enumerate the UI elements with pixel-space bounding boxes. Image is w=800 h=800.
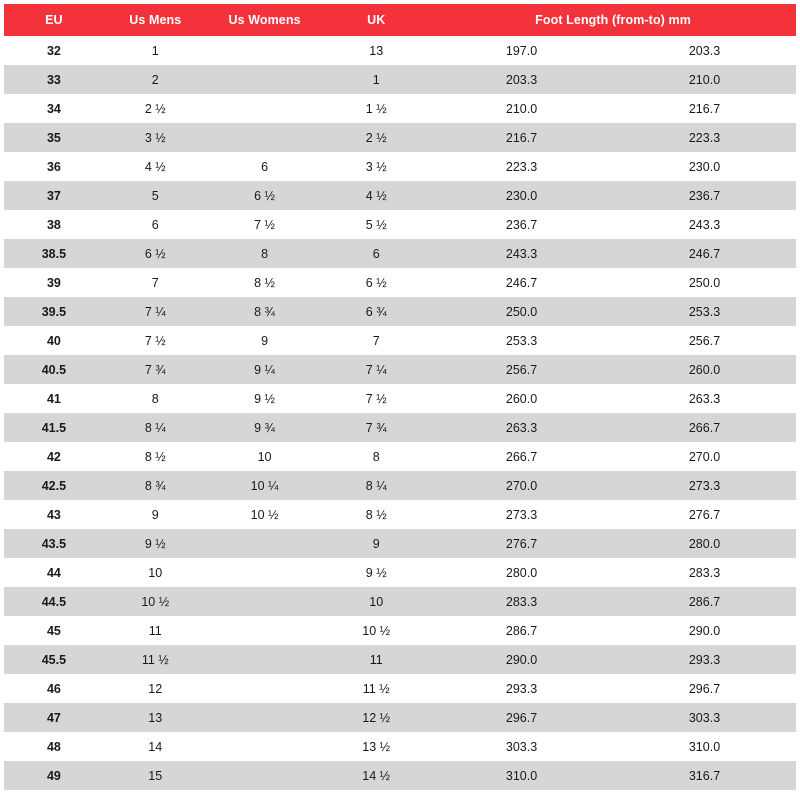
cell-us-mens: 15: [104, 761, 207, 790]
table-row: [4, 471, 796, 500]
column-header-eu: EU: [4, 4, 104, 36]
cell-uk: 8 ¼: [322, 471, 430, 500]
cell-us-mens: 7 ¾: [104, 355, 207, 384]
table-row: [4, 181, 796, 210]
column-header-uk: UK: [322, 4, 430, 36]
cell-eu: 43: [4, 500, 104, 529]
cell-us-womens: [207, 123, 323, 152]
cell-foot-length-from: 260.0: [430, 384, 613, 413]
table-row: [4, 558, 796, 587]
cell-foot-length-from: 210.0: [430, 94, 613, 123]
cell-us-womens: 9 ½: [207, 384, 323, 413]
table-body: [4, 36, 796, 790]
cell-foot-length-from: 243.3: [430, 239, 613, 268]
cell-eu: 40: [4, 326, 104, 355]
column-header-us-womens: Us Womens: [207, 4, 323, 36]
cell-eu: 44: [4, 558, 104, 587]
cell-us-womens: [207, 558, 323, 587]
cell-foot-length-to: 230.0: [613, 152, 796, 181]
table-row: [4, 210, 796, 239]
cell-foot-length-to: 276.7: [613, 500, 796, 529]
table-row: [4, 152, 796, 181]
cell-us-mens: 3 ½: [104, 123, 207, 152]
cell-us-womens: [207, 94, 323, 123]
cell-uk: 6: [322, 239, 430, 268]
cell-us-mens: 8: [104, 384, 207, 413]
table-row: [4, 645, 796, 674]
cell-us-womens: [207, 587, 323, 616]
column-header-us-mens: Us Mens: [104, 4, 207, 36]
shoe-size-conversion-table: [4, 4, 796, 790]
table-row: [4, 384, 796, 413]
cell-foot-length-from: 273.3: [430, 500, 613, 529]
cell-foot-length-from: 256.7: [430, 355, 613, 384]
cell-eu: 39: [4, 268, 104, 297]
table-row: [4, 326, 796, 355]
cell-us-mens: 7 ½: [104, 326, 207, 355]
cell-eu: 41: [4, 384, 104, 413]
cell-foot-length-to: 246.7: [613, 239, 796, 268]
cell-eu: 48: [4, 732, 104, 761]
cell-us-mens: 6: [104, 210, 207, 239]
table-row: [4, 616, 796, 645]
cell-foot-length-to: 266.7: [613, 413, 796, 442]
cell-uk: 12 ½: [322, 703, 430, 732]
cell-us-womens: [207, 36, 323, 65]
table-row: [4, 297, 796, 326]
cell-foot-length-to: 263.3: [613, 384, 796, 413]
cell-uk: 1: [322, 65, 430, 94]
cell-foot-length-from: 270.0: [430, 471, 613, 500]
cell-uk: 7 ¾: [322, 413, 430, 442]
cell-foot-length-from: 197.0: [430, 36, 613, 65]
cell-uk: 11: [322, 645, 430, 674]
cell-uk: 6 ½: [322, 268, 430, 297]
cell-us-womens: [207, 732, 323, 761]
cell-us-womens: [207, 703, 323, 732]
cell-foot-length-from: 216.7: [430, 123, 613, 152]
cell-us-mens: 6 ½: [104, 239, 207, 268]
cell-us-womens: 6 ½: [207, 181, 323, 210]
cell-uk: 1 ½: [322, 94, 430, 123]
cell-us-womens: [207, 616, 323, 645]
cell-foot-length-to: 250.0: [613, 268, 796, 297]
cell-us-mens: 8 ¼: [104, 413, 207, 442]
cell-foot-length-from: 280.0: [430, 558, 613, 587]
table-row: [4, 761, 796, 790]
table-row: [4, 65, 796, 94]
cell-us-mens: 14: [104, 732, 207, 761]
cell-uk: 11 ½: [322, 674, 430, 703]
cell-uk: 8: [322, 442, 430, 471]
cell-uk: 5 ½: [322, 210, 430, 239]
cell-foot-length-to: 243.3: [613, 210, 796, 239]
cell-foot-length-to: 283.3: [613, 558, 796, 587]
cell-foot-length-to: 253.3: [613, 297, 796, 326]
cell-us-mens: 13: [104, 703, 207, 732]
table-row: [4, 239, 796, 268]
cell-foot-length-to: 286.7: [613, 587, 796, 616]
cell-us-womens: 10 ½: [207, 500, 323, 529]
cell-uk: 10: [322, 587, 430, 616]
cell-foot-length-to: 270.0: [613, 442, 796, 471]
cell-foot-length-from: 250.0: [430, 297, 613, 326]
cell-eu: 35: [4, 123, 104, 152]
cell-eu: 37: [4, 181, 104, 210]
cell-us-mens: 10 ½: [104, 587, 207, 616]
cell-eu: 34: [4, 94, 104, 123]
cell-eu: 47: [4, 703, 104, 732]
cell-eu: 49: [4, 761, 104, 790]
cell-us-womens: [207, 529, 323, 558]
cell-us-mens: 5: [104, 181, 207, 210]
cell-foot-length-to: 290.0: [613, 616, 796, 645]
cell-us-womens: 8 ¾: [207, 297, 323, 326]
cell-us-mens: 7 ¼: [104, 297, 207, 326]
cell-us-womens: 10: [207, 442, 323, 471]
cell-eu: 38.5: [4, 239, 104, 268]
cell-foot-length-from: 263.3: [430, 413, 613, 442]
cell-foot-length-from: 266.7: [430, 442, 613, 471]
table-header: [4, 4, 796, 36]
cell-us-mens: 7: [104, 268, 207, 297]
cell-eu: 42: [4, 442, 104, 471]
table-row: [4, 732, 796, 761]
table-row: [4, 500, 796, 529]
cell-eu: 39.5: [4, 297, 104, 326]
cell-eu: 36: [4, 152, 104, 181]
cell-foot-length-to: 296.7: [613, 674, 796, 703]
cell-eu: 45.5: [4, 645, 104, 674]
cell-foot-length-to: 256.7: [613, 326, 796, 355]
cell-us-mens: 2 ½: [104, 94, 207, 123]
cell-uk: 14 ½: [322, 761, 430, 790]
cell-uk: 7: [322, 326, 430, 355]
cell-us-womens: [207, 645, 323, 674]
cell-uk: 8 ½: [322, 500, 430, 529]
cell-foot-length-to: 236.7: [613, 181, 796, 210]
table-row: [4, 355, 796, 384]
cell-us-womens: 9 ¾: [207, 413, 323, 442]
cell-eu: 40.5: [4, 355, 104, 384]
cell-us-mens: 12: [104, 674, 207, 703]
cell-us-womens: 6: [207, 152, 323, 181]
cell-uk: 2 ½: [322, 123, 430, 152]
cell-foot-length-from: 276.7: [430, 529, 613, 558]
table-row: [4, 413, 796, 442]
cell-foot-length-to: 273.3: [613, 471, 796, 500]
table-row: [4, 36, 796, 65]
cell-foot-length-to: 280.0: [613, 529, 796, 558]
cell-foot-length-to: 310.0: [613, 732, 796, 761]
cell-foot-length-to: 316.7: [613, 761, 796, 790]
cell-uk: 10 ½: [322, 616, 430, 645]
cell-uk: 7 ¼: [322, 355, 430, 384]
cell-us-womens: 9: [207, 326, 323, 355]
cell-foot-length-to: 223.3: [613, 123, 796, 152]
table-row: [4, 268, 796, 297]
cell-eu: 46: [4, 674, 104, 703]
cell-foot-length-to: 293.3: [613, 645, 796, 674]
table-row: [4, 703, 796, 732]
cell-us-womens: [207, 65, 323, 94]
table-row: [4, 674, 796, 703]
cell-uk: 7 ½: [322, 384, 430, 413]
cell-foot-length-from: 236.7: [430, 210, 613, 239]
cell-us-mens: 11 ½: [104, 645, 207, 674]
cell-eu: 42.5: [4, 471, 104, 500]
cell-foot-length-from: 283.3: [430, 587, 613, 616]
cell-us-mens: 4 ½: [104, 152, 207, 181]
cell-foot-length-from: 303.3: [430, 732, 613, 761]
cell-uk: 9: [322, 529, 430, 558]
cell-foot-length-to: 260.0: [613, 355, 796, 384]
cell-uk: 3 ½: [322, 152, 430, 181]
table-row: [4, 442, 796, 471]
cell-eu: 45: [4, 616, 104, 645]
cell-foot-length-from: 246.7: [430, 268, 613, 297]
cell-foot-length-from: 230.0: [430, 181, 613, 210]
cell-us-mens: 8 ¾: [104, 471, 207, 500]
cell-uk: 13 ½: [322, 732, 430, 761]
cell-foot-length-from: 310.0: [430, 761, 613, 790]
cell-us-womens: [207, 674, 323, 703]
cell-us-womens: 9 ¼: [207, 355, 323, 384]
cell-us-mens: 9 ½: [104, 529, 207, 558]
cell-uk: 13: [322, 36, 430, 65]
cell-us-womens: 10 ¼: [207, 471, 323, 500]
cell-foot-length-to: 303.3: [613, 703, 796, 732]
table-row: [4, 94, 796, 123]
cell-us-womens: 7 ½: [207, 210, 323, 239]
cell-foot-length-to: 216.7: [613, 94, 796, 123]
cell-foot-length-from: 253.3: [430, 326, 613, 355]
table-row: [4, 587, 796, 616]
cell-uk: 4 ½: [322, 181, 430, 210]
cell-foot-length-from: 203.3: [430, 65, 613, 94]
cell-eu: 33: [4, 65, 104, 94]
cell-eu: 43.5: [4, 529, 104, 558]
cell-foot-length-from: 290.0: [430, 645, 613, 674]
cell-us-mens: 1: [104, 36, 207, 65]
cell-us-womens: 8 ½: [207, 268, 323, 297]
cell-foot-length-from: 293.3: [430, 674, 613, 703]
cell-uk: 9 ½: [322, 558, 430, 587]
column-header-foot-length: Foot Length (from-to) mm: [430, 4, 796, 36]
table-header-row: [4, 4, 796, 36]
cell-us-mens: 2: [104, 65, 207, 94]
cell-us-mens: 10: [104, 558, 207, 587]
cell-eu: 38: [4, 210, 104, 239]
cell-foot-length-to: 203.3: [613, 36, 796, 65]
cell-us-womens: [207, 761, 323, 790]
cell-eu: 44.5: [4, 587, 104, 616]
cell-foot-length-to: 210.0: [613, 65, 796, 94]
cell-foot-length-from: 223.3: [430, 152, 613, 181]
cell-us-mens: 8 ½: [104, 442, 207, 471]
cell-eu: 32: [4, 36, 104, 65]
cell-us-womens: 8: [207, 239, 323, 268]
cell-uk: 6 ¾: [322, 297, 430, 326]
cell-foot-length-from: 286.7: [430, 616, 613, 645]
table-row: [4, 123, 796, 152]
cell-eu: 41.5: [4, 413, 104, 442]
cell-us-mens: 9: [104, 500, 207, 529]
cell-us-mens: 11: [104, 616, 207, 645]
cell-foot-length-from: 296.7: [430, 703, 613, 732]
table-row: [4, 529, 796, 558]
